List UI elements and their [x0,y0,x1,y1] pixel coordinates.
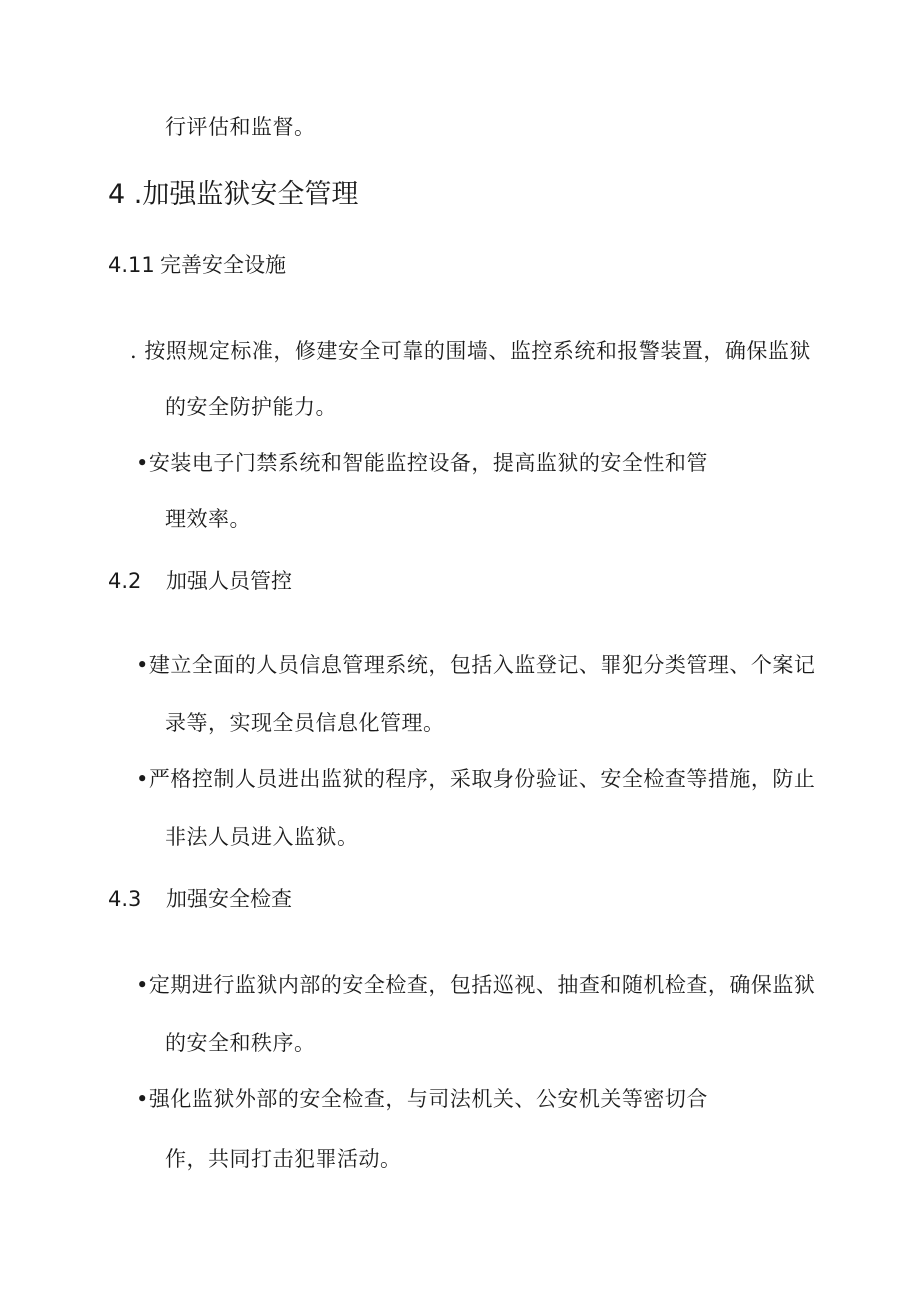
paragraph-continuation: 行评估和监督。 [165,115,316,139]
list-item-text-continuation: 的安全防护能力。 [165,395,337,419]
subsection-heading-4-3 [108,889,292,910]
section-heading-4: 4 .加强监狱安全管理 [108,179,359,210]
subsection-heading-4-2 [108,571,292,592]
list-item-text: . 按照规定标准，修建安全可靠的围墙、监控系统和报警装置，确保监狱 [130,339,811,363]
list-item-text-continuation: 录等，实现全员信息化管理。 [165,711,445,735]
list-item-text: •安装电子门禁系统和智能监控设备，提高监狱的安全性和管 [136,451,708,475]
list-item-text: •严格控制人员进出监狱的程序，采取身份验证、安全检查等措施，防止 [136,767,816,791]
subsection-number: 4.11 [108,253,155,277]
subsection-title: 完善安全设施 [160,253,286,277]
subsection-title: 加强安全检查 [166,887,292,911]
list-item-text-continuation: 的安全和秩序。 [165,1031,316,1055]
list-item-text: •定期进行监狱内部的安全检查，包括巡视、抽查和随机检查，确保监狱 [136,973,816,997]
subsection-title: 加强人员管控 [166,569,292,593]
list-item-text-continuation: 非法人员进入监狱。 [165,825,359,849]
subsection-heading-4-1 [108,255,286,276]
list-item-text-continuation: 理效率。 [165,507,251,531]
subsection-number: 4.3 [108,887,142,911]
list-item-text: •建立全面的人员信息管理系统，包括入监登记、罪犯分类管理、个案记 [136,653,816,677]
list-item-text: •强化监狱外部的安全检查，与司法机关、公安机关等密切合 [136,1087,708,1111]
list-item-text-continuation: 作，共同打击犯罪活动。 [165,1147,402,1171]
subsection-number: 4.2 [108,569,142,593]
